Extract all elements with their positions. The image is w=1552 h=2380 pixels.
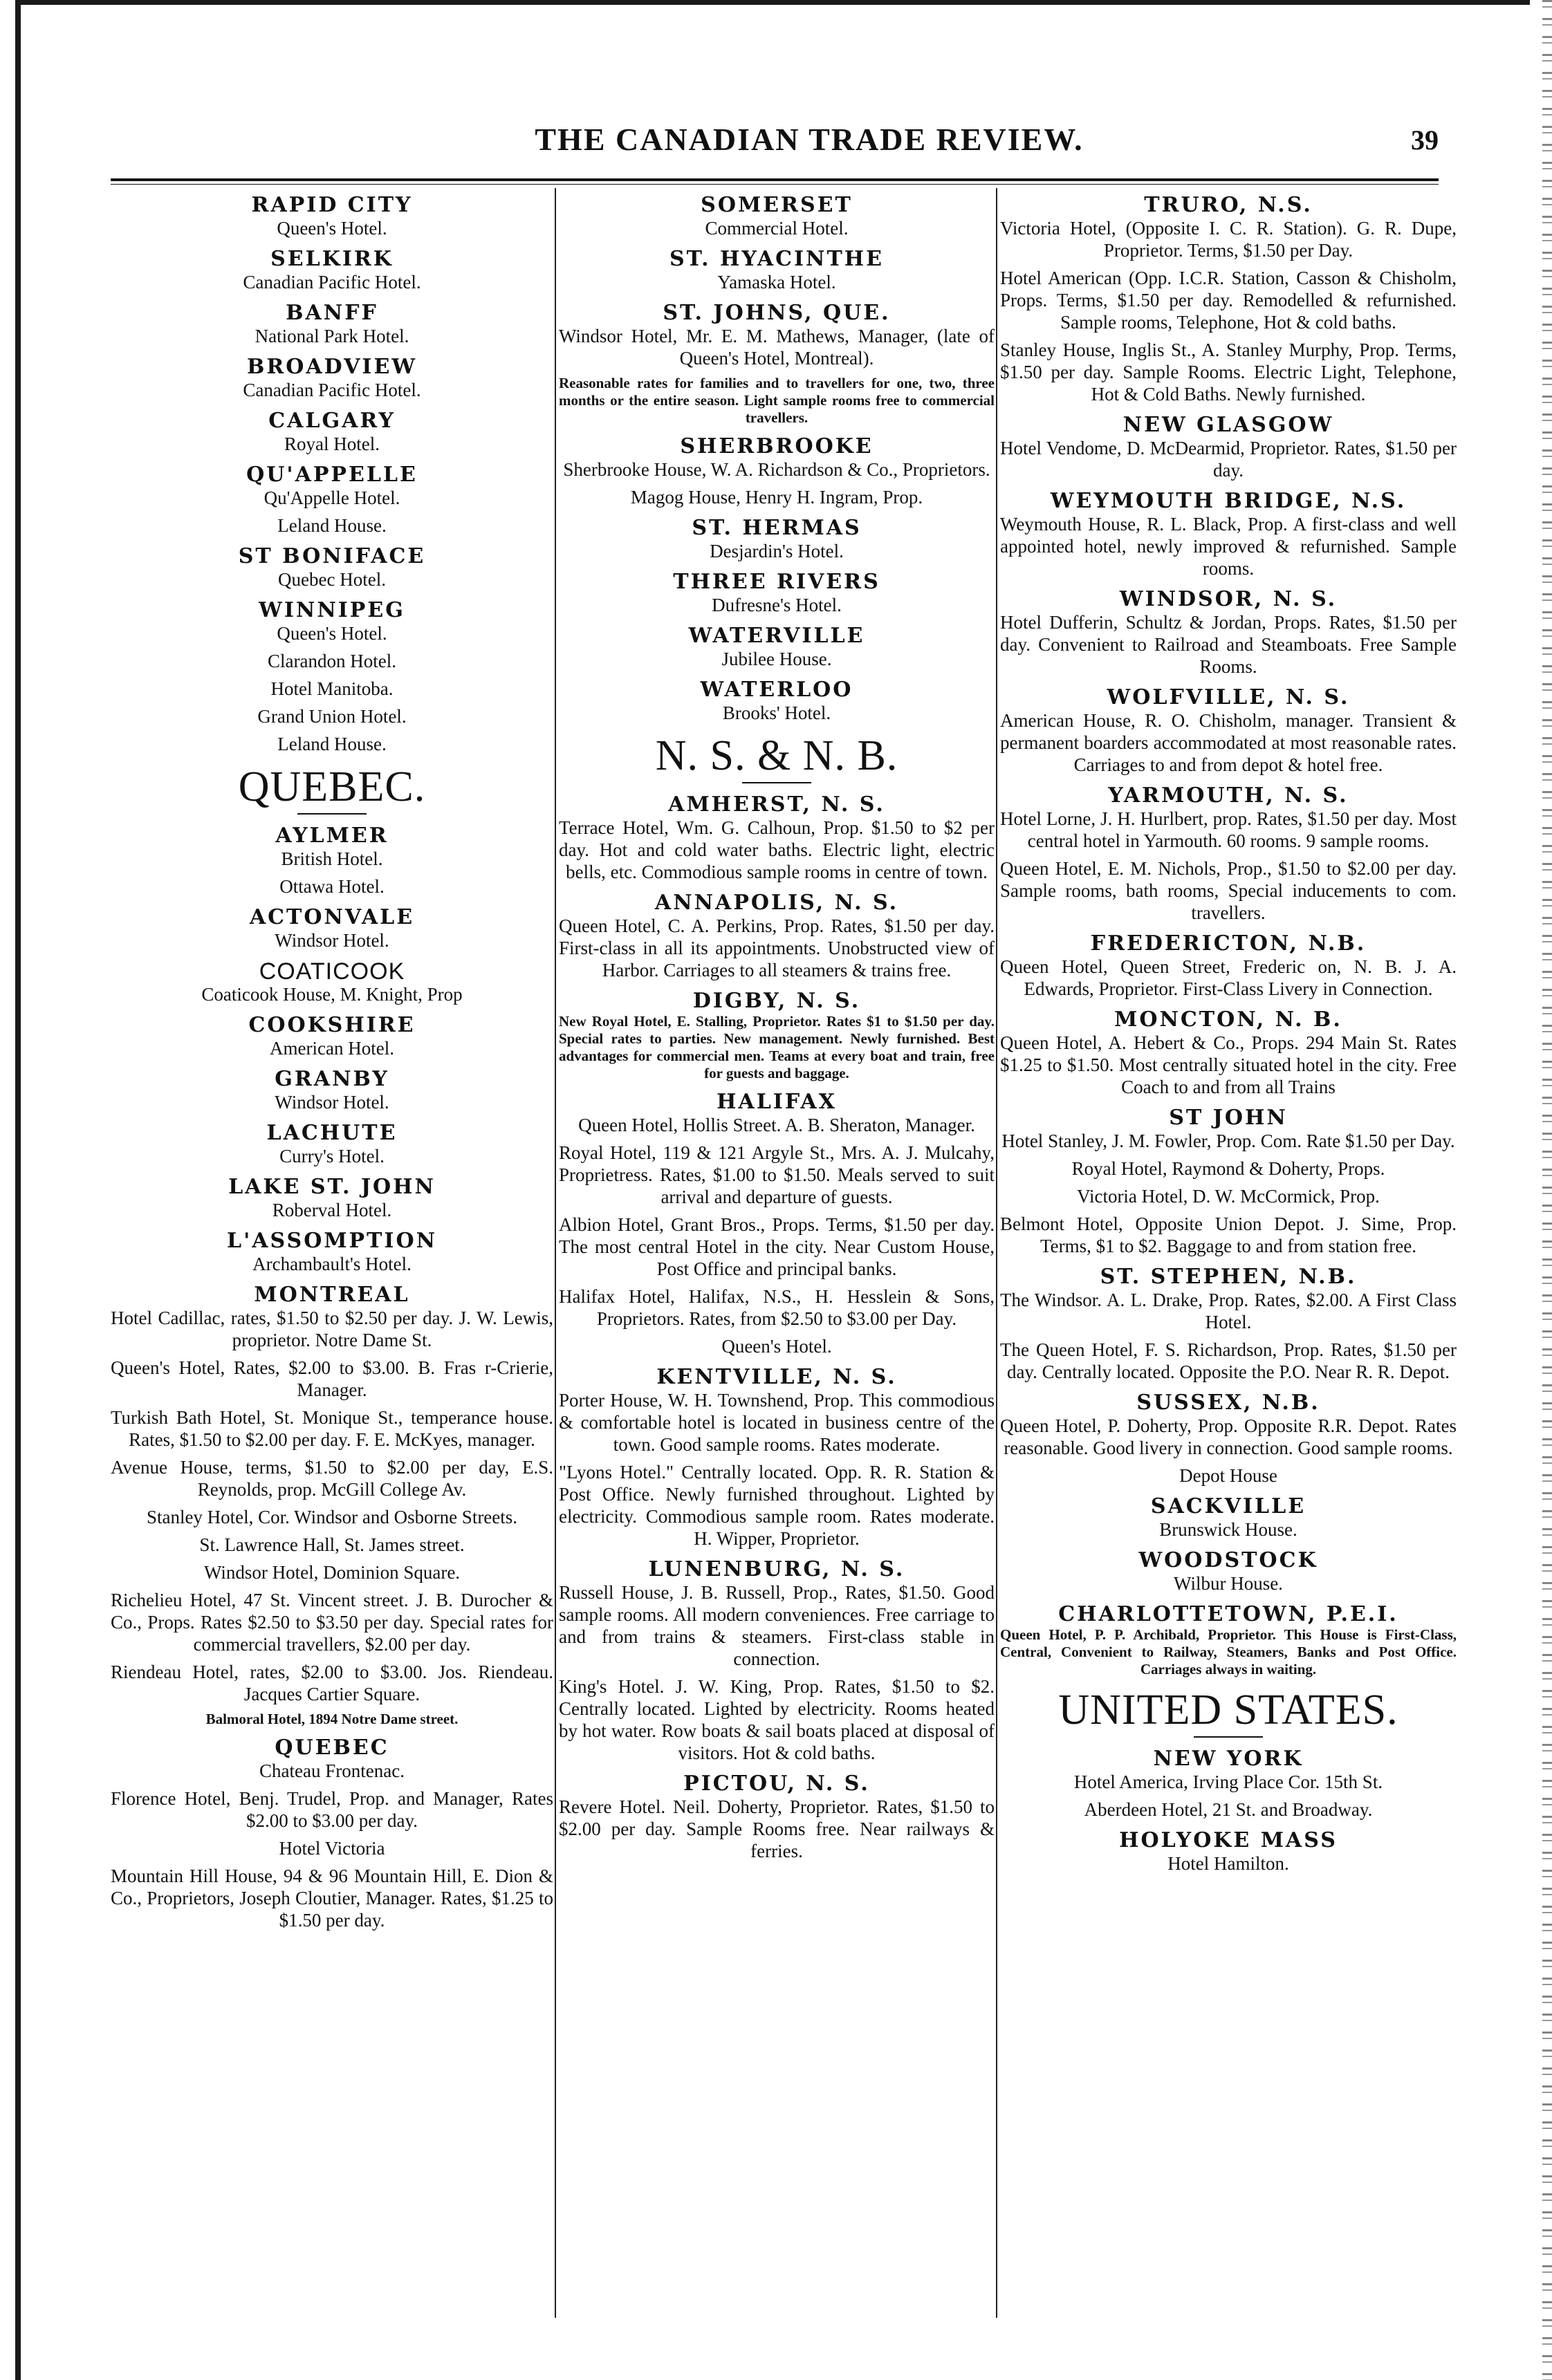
town-heading: ST BONIFACE [238,544,426,568]
town-heading: AMHERST, N. S. [668,792,885,817]
header-rule [111,178,1439,181]
page-edge-right [1542,0,1552,2380]
hotel-listing: King's Hotel. J. W. King, Prop. Rates, $1.50 to $2. Centrally located. Lighted by electricity. Rooms heated by hot water. Row boats & sail boats placed at disposal of visitors. Hot & cold baths. [559,1676,995,1763]
town-heading: RAPID CITY [251,194,413,217]
town-heading: WEYMOUTH BRIDGE, N.S. [1050,489,1407,513]
hotel-listing: Terrace Hotel, Wm. G. Calhoun, Prop. $1.50 to $2 per day. Hot and cold water baths. Electric light, electric bells, etc. Commodious sample rooms in centre of town. [559,817,995,882]
hotel-listing: The Queen Hotel, F. S. Richardson, Prop. Rates, $1.50 per day. Centrally located. Opposite the P.O. Near R. R. Depot. [1000,1339,1457,1382]
hotel-listing: Qu'Appelle Hotel. [264,487,400,508]
hotel-notice: Queen Hotel, P. P. Archibald, Proprietor. This House is First-Class, Central, Convenient to Railway, Steamers, Banks and Post Office. Carriages always in waiting. [1000,1626,1457,1677]
hotel-listing: Queen Hotel, C. A. Perkins, Prop. Rates, $1.50 per day. First-class in all its appointments. Unobstructed view of Harbor. Carriages to all steamers & trains free. [559,915,995,980]
town-heading: ST. HYACINTHE [669,247,884,271]
hotel-listing: Albion Hotel, Grant Bros., Props. Terms, $1.50 per day. The most central Hotel in the city. Near Custom House, Post Office and principal banks. [559,1214,995,1279]
town-heading: LAKE ST. JOHN [228,1175,436,1199]
town-heading: ST. HERMAS [692,516,862,540]
hotel-listing: National Park Hotel. [255,326,409,346]
hotel-listing: Windsor Hotel, Dominion Square. [203,1562,461,1583]
town-heading: WINDSOR, N. S. [1119,587,1338,611]
town-heading: ACTONVALE [249,905,415,929]
hotel-listing: American Hotel. [270,1038,394,1059]
header-rule-thin [111,184,1439,185]
hotel-listing: Victoria Hotel, D. W. McCormick, Prop. [1077,1186,1380,1207]
town-heading: FREDERICTON, N.B. [1090,931,1367,956]
town-heading: SUSSEX, N.B. [1136,1391,1320,1415]
hotel-listing: Queen Hotel, Queen Street, Frederic on, N. B. J. A. Edwards, Proprietor. First-Class Livery in Connection. [1000,956,1457,999]
hotel-listing: Hotel Cadillac, rates, $1.50 to $2.50 per day. J. W. Lewis, proprietor. Notre Dame St. [111,1308,553,1350]
hotel-listing: Stanley Hotel, Cor. Windsor and Osborne Streets. [146,1507,518,1527]
hotel-listing: Hotel Hamilton. [1167,1853,1289,1874]
column-1 [111,194,553,2337]
town-heading: WOODSTOCK [1138,1548,1318,1572]
hotel-listing: Royal Hotel, 119 & 121 Argyle St., Mrs. A. J. Mulcahy, Proprietress. Rates, $1.00 to $1.50. Meals served to suit arrival and departure of guests. [559,1142,995,1207]
hotel-listing: Florence Hotel, Benj. Trudel, Prop. and Manager, Rates $2.00 to $3.00 per day. [111,1788,553,1831]
hotel-listing: Jubilee House. [721,649,832,669]
town-heading: ANNAPOLIS, N. S. [654,891,899,915]
hotel-listing: Clarandon Hotel. [268,651,396,671]
hotel-listing: Victoria Hotel, (Opposite I. C. R. Station). G. R. Dupe, Proprietor. Terms, $1.50 per Day. [1000,218,1457,261]
column-2 [559,194,995,2337]
town-heading: COOKSHIRE [248,1013,416,1037]
hotel-listing: St. Lawrence Hall, St. James street. [199,1534,465,1555]
hotel-listing: Commercial Hotel. [705,218,849,239]
town-heading: AYLMER [275,824,389,848]
hotel-listing: Queen Hotel, P. Doherty, Prop. Opposite R.R. Depot. Rates reasonable. Good livery in connection. Good sample rooms. [1000,1415,1457,1458]
town-heading: SELKIRK [270,247,394,271]
town-heading: BANFF [286,301,378,325]
column-divider-2 [996,188,997,2318]
town-heading: ST. JOHNS, QUE. [663,301,891,325]
hotel-listing: The Windsor. A. L. Drake, Prop. Rates, $2.00. A First Class Hotel. [1000,1290,1457,1332]
hotel-listing: Hotel America, Irving Place Cor. 15th St. [1073,1772,1383,1792]
town-heading: YARMOUTH, N. S. [1108,783,1349,808]
town-heading: CALGARY [268,409,396,433]
town-heading: NEW GLASGOW [1123,413,1334,437]
hotel-listing: Roberval Hotel. [272,1200,392,1220]
region-heading: QUEBEC. [238,763,426,810]
page-frame-top [15,0,1530,5]
town-heading: LACHUTE [266,1121,398,1145]
page-header [83,121,1466,176]
hotel-listing: Halifax Hotel, Halifax, N.S., H. Hesslein & Sons, Proprietors. Rates, from $2.50 to $3.00 per Day. [559,1286,995,1329]
hotel-listing: Depot House [1179,1465,1277,1486]
hotel-listing: Ottawa Hotel. [279,876,385,897]
hotel-listing: Queen's Hotel. [721,1336,832,1357]
town-heading: MONTREAL [254,1283,410,1307]
town-heading: WOLFVILLE, N. S. [1107,685,1350,709]
hotel-listing: Royal Hotel, Raymond & Doherty, Props. [1071,1158,1385,1179]
hotel-listing: Grand Union Hotel. [257,706,407,727]
hotel-listing: Belmont Hotel, Opposite Union Depot. J. Sime, Prop. Terms, $1 to $2. Baggage to and from station free. [1000,1214,1457,1256]
town-heading: QU'APPELLE [246,463,418,487]
hotel-listing: Hotel Dufferin, Schultz & Jordan, Props. Rates, $1.50 per day. Convenient to Railroad and Steamboats. Free Sample Rooms. [1000,612,1457,677]
hotel-listing: Yamaska Hotel. [717,272,836,292]
hotel-listing: Queen Hotel, A. Hebert & Co., Props. 294 Main St. Rates $1.25 to $1.50. Most centrally situated hotel in the city. Free Coach to and from all Trains [1000,1032,1457,1097]
hotel-listing: Turkish Bath Hotel, St. Monique St., temperance house. Rates, $1.50 to $2.00 per day. F. E. McKyes, manager. [111,1407,553,1450]
town-heading: MONCTON, N. B. [1114,1007,1342,1032]
column-divider-1 [555,188,556,2318]
hotel-listing: Porter House, W. H. Townshend, Prop. This commodious & comfortable hotel is located in business centre of the town. Good sample rooms. Rates moderate. [559,1390,995,1455]
hotel-listing: Leland House. [277,734,387,754]
town-heading: THREE RIVERS [673,570,880,594]
hotel-listing: Hotel Stanley, J. M. Fowler, Prop. Com. Rate $1.50 per Day. [1001,1131,1455,1151]
hotel-notice: New Royal Hotel, E. Stalling, Proprietor. Rates $1 to $1.50 per day. Special rates to parties. New management. Newly furnished. Best advantages for commercial men. Teams at every boat and train, free for guests and baggage. [559,1013,995,1081]
town-heading: PICTOU, N. S. [683,1772,870,1796]
hotel-listing: Hotel Victoria [279,1838,385,1859]
hotel-listing: Magog House, Henry H. Ingram, Prop. [630,487,923,508]
hotel-listing: Desjardin's Hotel. [710,541,844,561]
town-heading: LUNENBURG, N. S. [648,1557,905,1581]
hotel-listing: Revere Hotel. Neil. Doherty, Proprietor. Rates, $1.50 to $2.00 per day. Sample Rooms free. Near railways & ferries. [559,1796,995,1861]
town-heading: HOLYOKE MASS [1119,1828,1338,1852]
town-heading: ST JOHN [1169,1106,1288,1130]
hotel-listing: Sherbrooke House, W. A. Richardson & Co., Proprietors. [563,459,990,480]
hotel-listing: Leland House. [277,515,387,536]
town-heading: WATERLOO [700,678,853,702]
page-frame-left [15,0,21,2380]
page-title: THE CANADIAN TRADE REVIEW. [535,122,1084,157]
page-number: 39 [1411,124,1439,156]
town-heading: KENTVILLE, N. S. [656,1365,897,1389]
hotel-listing: Aberdeen Hotel, 21 St. and Broadway. [1084,1799,1373,1820]
town-heading: BROADVIEW [246,355,418,379]
hotel-listing: Brunswick House. [1159,1519,1297,1540]
town-heading: WATERVILLE [688,624,865,648]
hotel-listing: Riendeau Hotel, rates, $2.00 to $3.00. Jos. Riendeau. Jacques Cartier Square. [111,1662,553,1704]
hotel-listing: American House, R. O. Chisholm, manager. Transient & permanent boarders accommodated at most reasonable rates. Carriages to and from depot & hotel free. [1000,710,1457,775]
town-heading: WINNIPEG [259,598,405,622]
hotel-listing: Stanley House, Inglis St., A. Stanley Murphy, Prop. Terms, $1.50 per day. Sample Rooms. Electric Light, Telephone, Hot & Cold Baths. Newly furnished. [1000,340,1457,405]
hotel-listing: Canadian Pacific Hotel. [243,380,421,400]
town-heading: COATICOOK [259,958,405,985]
hotel-listing: Windsor Hotel. [275,1092,389,1113]
hotel-listing: Weymouth House, R. L. Black, Prop. A first-class and well appointed hotel, newly improved & refurnished. Sample rooms. [1000,514,1457,579]
hotel-listing: Avenue House, terms, $1.50 to $2.00 per day, E.S. Reynolds, prop. McGill College Av. [111,1457,553,1500]
town-heading: CHARLOTTETOWN, P.E.I. [1058,1602,1398,1626]
region-heading: N. S. & N. B. [655,732,898,779]
hotel-listing: Archambault's Hotel. [252,1254,412,1274]
hotel-listing: Russell House, J. B. Russell, Prop., Rates, $1.50. Good sample rooms. All modern conveniences. Free carriage to and from trains & steamers. First-class stable in connection. [559,1582,995,1669]
hotel-listing: Richelieu Hotel, 47 St. Vincent street. J. B. Durocher & Co., Props. Rates $2.50 to $3.50 per day. Special rates for commercial travellers, $2.00 per day. [111,1590,553,1655]
hotel-listing: Windsor Hotel, Mr. E. M. Mathews, Manager, (late of Queen's Hotel, Montreal). [559,326,995,369]
town-heading: GRANBY [275,1067,389,1091]
hotel-listing: British Hotel. [281,848,383,869]
hotel-listing: Wilbur House. [1174,1573,1283,1594]
region-heading: UNITED STATES. [1058,1686,1398,1733]
hotel-listing: Hotel Vendome, D. McDearmid, Proprietor. Rates, $1.50 per day. [1000,438,1457,481]
hotel-listing: Dufresne's Hotel. [712,595,842,615]
hotel-listing: Coaticook House, M. Knight, Prop [201,984,463,1005]
town-heading: NEW YORK [1153,1747,1304,1771]
region-rule [742,782,811,783]
region-rule [297,813,367,815]
hotel-listing: Queen Hotel, E. M. Nichols, Prop., $1.50 to $2.00 per day. Sample rooms, bath rooms, Special inducements to com. travellers. [1000,858,1457,923]
hotel-listing: Hotel American (Opp. I.C.R. Station, Casson & Chisholm, Props. Terms, $1.50 per day. Remodelled & refurnished. Sample rooms, Telephone, Hot & cold baths. [1000,268,1457,333]
hotel-notice: Reasonable rates for families and to travellers for one, two, three months or the entire season. Light sample rooms free to commercial travellers. [559,375,995,426]
hotel-listing: Hotel Lorne, J. H. Hurlbert, prop. Rates, $1.50 per day. Most central hotel in Yarmouth. 60 rooms. 9 sample rooms. [1000,808,1457,851]
hotel-listing: Windsor Hotel. [275,930,389,951]
region-rule [1194,1736,1263,1738]
town-heading: QUEBEC [275,1736,389,1760]
hotel-notice: Balmoral Hotel, 1894 Notre Dame street. [205,1711,459,1727]
town-heading: SHERBROOKE [680,434,874,458]
hotel-listing: Canadian Pacific Hotel. [243,272,421,292]
hotel-listing: Hotel Manitoba. [270,678,394,699]
column-3 [1000,194,1457,2337]
hotel-listing: "Lyons Hotel." Centrally located. Opp. R. R. Station & Post Office. Newly furnished throughout. Lighted by electricity. Commodious sample room. Rates moderate. H. Wipper, Proprietor. [559,1462,995,1549]
town-heading: ST. STEPHEN, N.B. [1100,1265,1357,1289]
hotel-listing: Quebec Hotel. [278,569,386,590]
hotel-listing: Queen Hotel, Hollis Street. A. B. Sheraton, Manager. [578,1115,975,1135]
hotel-listing: Chateau Frontenac. [259,1760,405,1781]
hotel-listing: Queen's Hotel. [277,623,387,644]
town-heading: DIGBY, N. S. [692,989,861,1013]
town-heading: SACKVILLE [1150,1494,1306,1518]
town-heading: TRURO, N.S. [1144,194,1313,217]
town-heading: HALIFAX [717,1090,837,1114]
hotel-listing: Mountain Hill House, 94 & 96 Mountain Hill, E. Dion & Co., Proprietors, Joseph Cloutier, Manager. Rates, $1.25 to $1.50 per day. [111,1866,553,1931]
hotel-listing: Brooks' Hotel. [722,703,831,723]
town-heading: SOMERSET [701,194,853,217]
hotel-listing: Royal Hotel. [284,434,380,454]
hotel-listing: Queen's Hotel. [277,218,387,239]
town-heading: L'ASSOMPTION [226,1229,438,1253]
hotel-listing: Queen's Hotel, Rates, $2.00 to $3.00. B. Fras r-Crierie, Manager. [111,1357,553,1400]
hotel-listing: Curry's Hotel. [279,1146,385,1166]
